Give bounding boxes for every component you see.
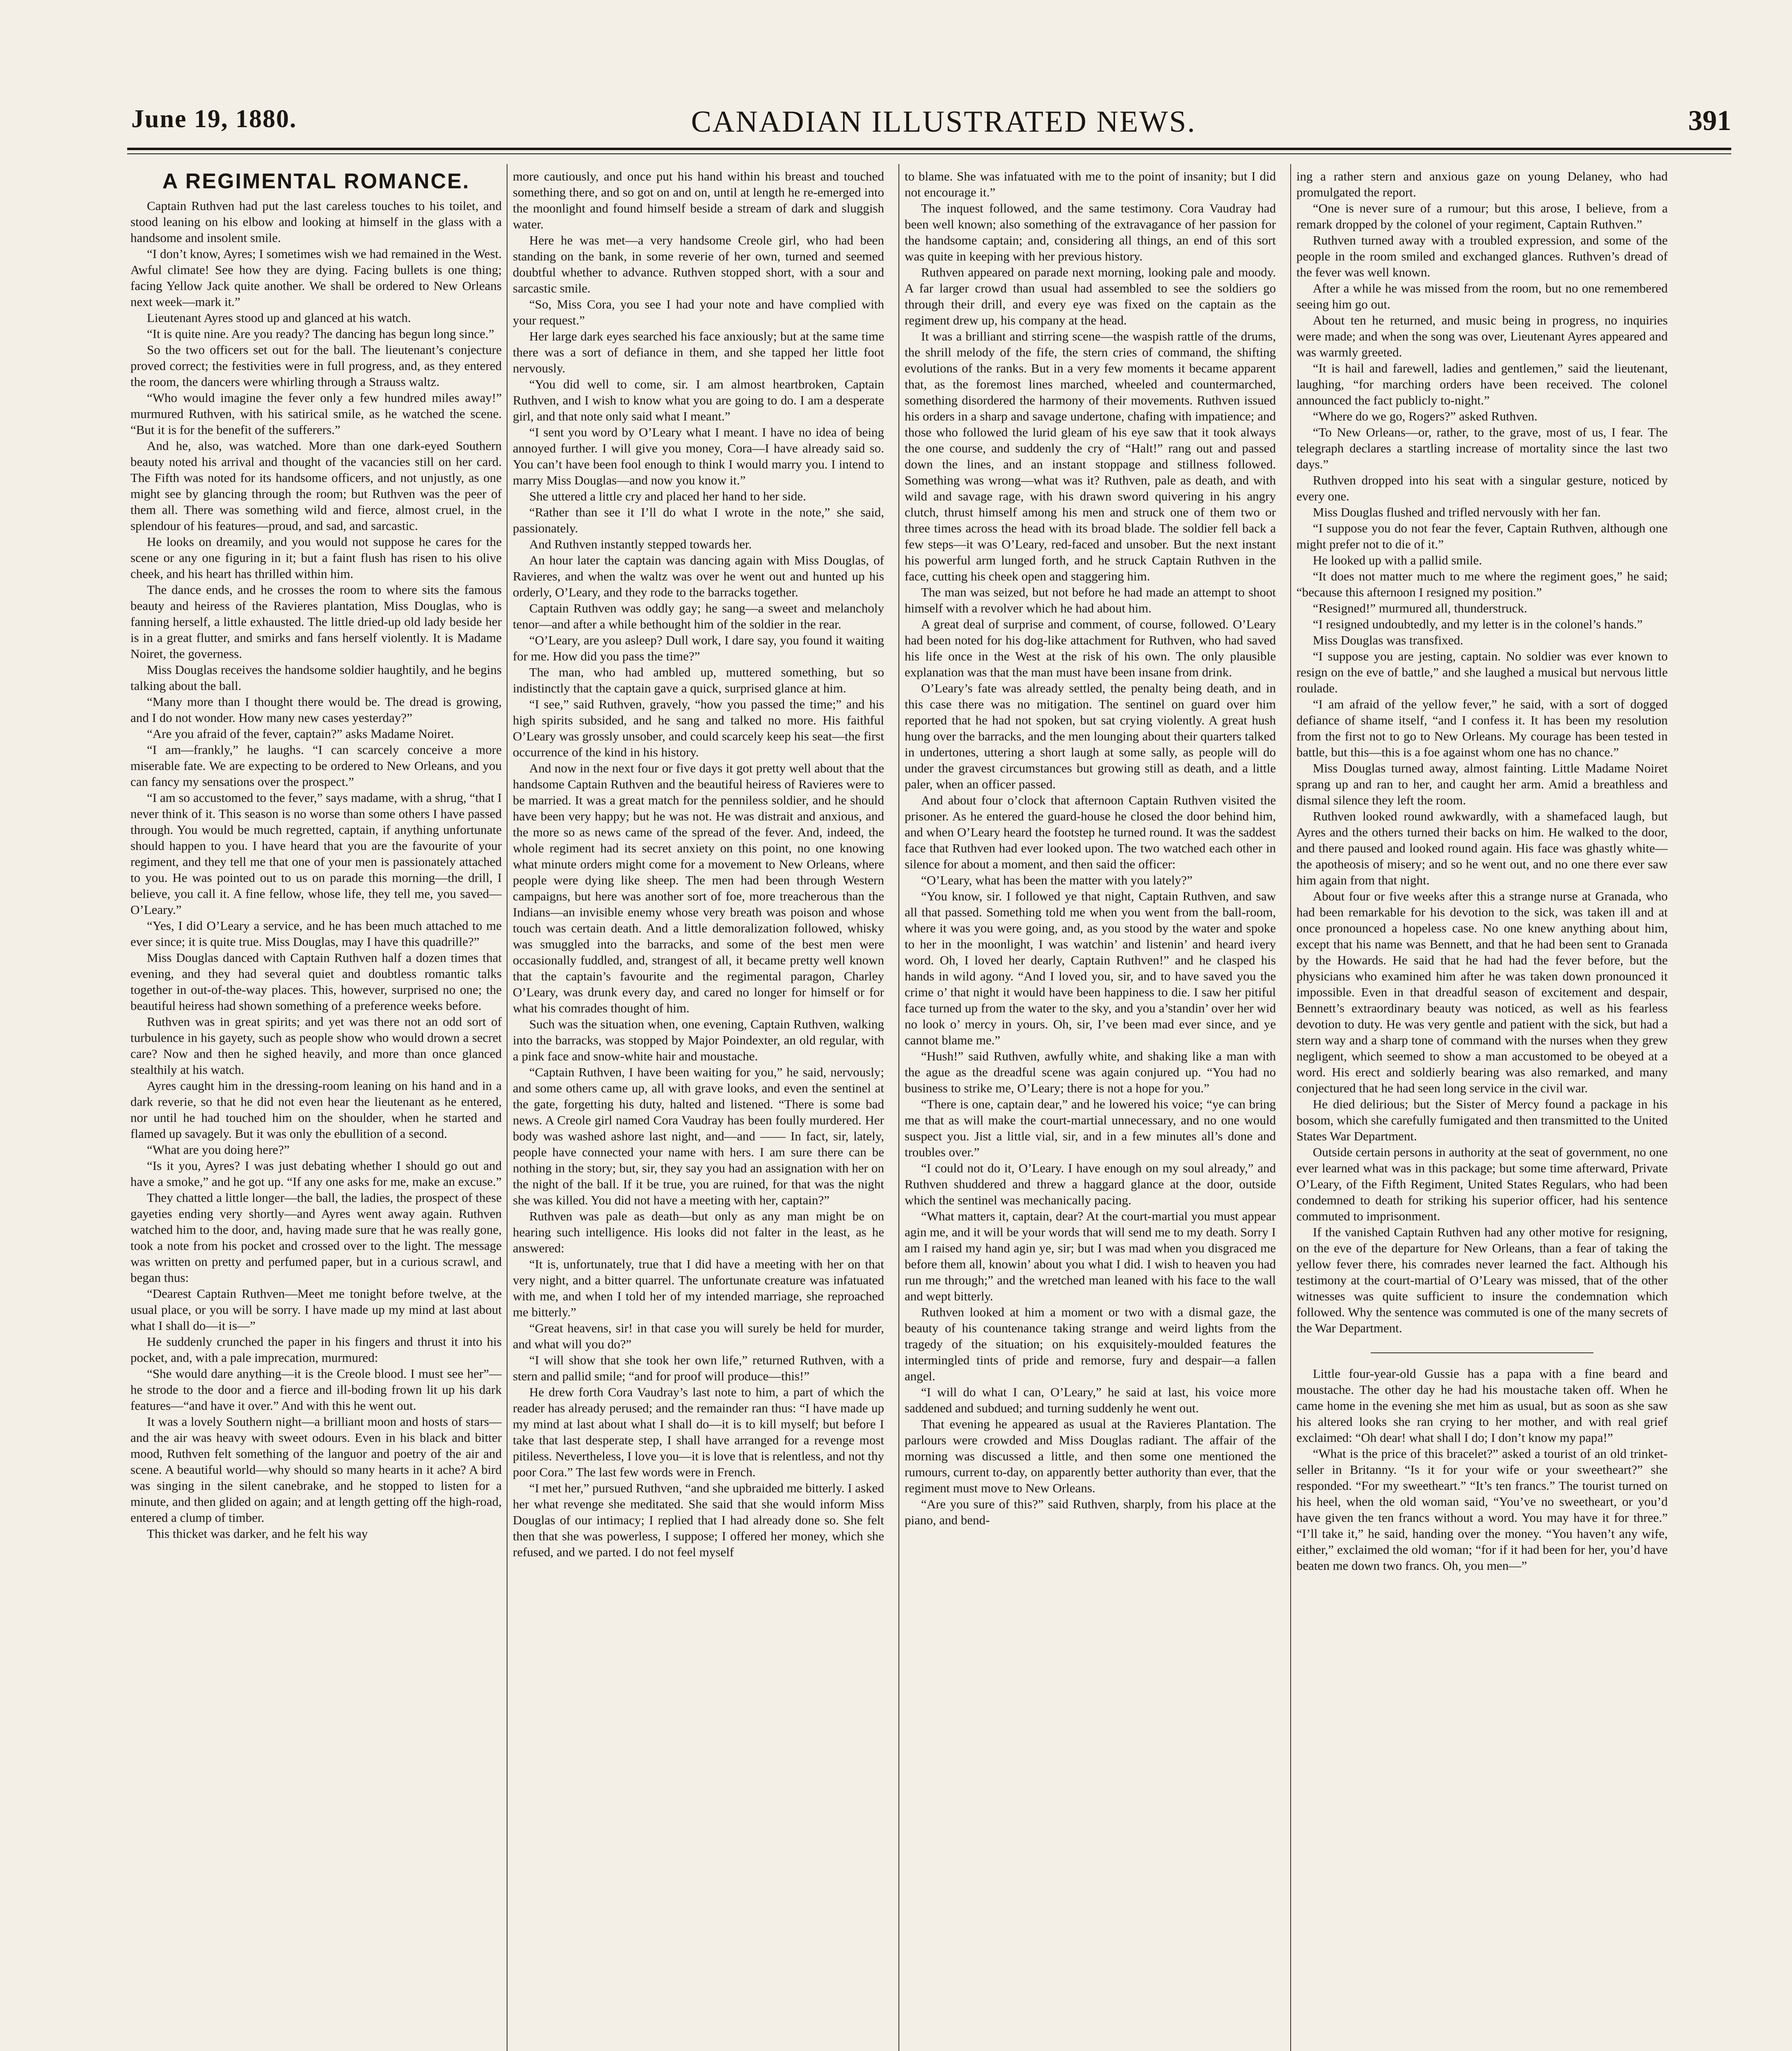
paragraph: “You did well to come, sir. I am almost heartbroken, Captain Ruthven, and I wish to know what you are going to do. I am a desperate girl, and that note only said what I meant.”	[513, 377, 884, 423]
paragraph: “Is it you, Ayres? I was just debating whether I should go out and have a smoke,” and he got up. “If any one asks for me, make an excuse.”	[130, 1158, 502, 1189]
paragraph: Miss Douglas turned away, almost fainting. Little Madame Noiret sprang up and ran to her, and caught her arm. Amid a breathless and dismal silence they left the room.	[1296, 761, 1668, 807]
page-number: 391	[1688, 105, 1731, 137]
paragraph: Ruthven looked round awkwardly, with a shamefaced laugh, but Ayres and the others turned their backs on him. He walked to the door, and there paused and looked round again. His face was ghastly white—the apotheosis of misery; and so he went out, and no one there ever saw him again from that night.	[1296, 809, 1668, 887]
paragraph: “I could not do it, O’Leary. I have enough on my soul already,” and Ruthven shuddered and threw a haggard glance at the door, outside which the sentinel was mechanically pacing.	[905, 1161, 1276, 1207]
paragraph: Ayres caught him in the dressing-room leaning on his hand and in a dark reverie, so that he did not even hear the lieutenant as he entered, nor until he had touched him on the shoulder, when he started and flamed up savagely. But it was only the ebullition of a second.	[130, 1078, 502, 1141]
paragraph: Ruthven was in great spirits; and yet was there not an odd sort of turbulence in his gayety, such as people show who would drown a secret care? Now and then he sighed heavily, and more than once glanced stealthily at his watch.	[130, 1014, 502, 1077]
paragraph: “I will do what I can, O’Leary,” he said at last, his voice more saddened and subdued; and turning suddenly he went out.	[905, 1385, 1276, 1415]
paragraph: “What is the price of this bracelet?” asked a tourist of an old trinket-seller in Britanny. “Is it for your wife or your sweetheart?” she responded. “For my sweetheart.” “It’s ten francs.” The tourist turned on his heel, when the old woman said, “You’ve no sweetheart, or you’d have given the ten francs without a word. You may have it for three.” “I’ll take it,” he said, handing over the money. “You haven’t any wife, either,” exclaimed the old woman; “for if it had been for her, you’d have beaten me down two francs. Oh, you men—”	[1296, 1446, 1668, 1573]
paragraph: “I met her,” pursued Ruthven, “and she upbraided me bitterly. I asked her what revenge she meditated. She said that she would inform Miss Douglas of our intimacy; I replied that I had already done so. She felt then that she was powerless, I suppose; I offered her money, which she refused, and we parted. I do not feel myself	[513, 1481, 884, 1559]
anecdotes	[1296, 1366, 1668, 1574]
paragraph: “One is never sure of a rumour; but this arose, I believe, from a remark dropped by the colonel of your regiment, Captain Ruthven.”	[1296, 201, 1668, 231]
paragraph: “I suppose you are jesting, captain. No soldier was ever known to resign on the eve of battle,” and she laughed a musical but nervous little roulade.	[1296, 649, 1668, 695]
issue-date: June 19, 1880.	[131, 105, 297, 133]
paragraph: Her large dark eyes searched his face anxiously; but at the same time there was a sort of defiance in them, and she tapped her little foot nervously.	[513, 329, 884, 375]
paragraph: “To New Orleans—or, rather, to the grave, most of us, I fear. The telegraph declares a startling increase of mortality since the last two days.”	[1296, 425, 1668, 471]
paragraph: Miss Douglas was transfixed.	[1313, 633, 1463, 647]
paragraph: “Hush!” said Ruthven, awfully white, and shaking like a man with the ague as the dreadful scene was again conjured up. “You had no business to strike me, O’Leary; there is not a hope for you.”	[905, 1049, 1276, 1095]
paragraph: “Great heavens, sir! in that case you will surely be held for murder, and what will you do?”	[513, 1321, 884, 1351]
paragraph: more cautiously, and once put his hand within his breast and touched something there, and so got on and on, until at length he re-emerged into the moonlight and found himself beside a stream of dark and sluggish water.	[513, 169, 884, 231]
paragraph: “I sent you word by O’Leary what I meant. I have no idea of being annoyed further. I will give you money, Cora—I have already said so. You can’t have been fool enough to think I would marry you. I intend to marry Miss Douglas—and now you know it.”	[513, 425, 884, 487]
paragraph: “Resigned!” murmured all, thunderstruck.	[1313, 601, 1527, 615]
paragraph: “Many more than I thought there would be. The dread is growing, and I do not wonder. How many new cases yesterday?”	[130, 694, 502, 725]
paragraph: And now in the next four or five days it got pretty well about that the handsome Captain Ruthven and the beautiful heiress of Ravieres were to be married. It was a great match for the penniless soldier, and he should have been very happy; but he was not. He was distrait and anxious, and the more so as news came of the spread of the fever. And, indeed, the whole regiment had its secret anxiety on this point, no one knowing what minute orders might come for a movement to New Orleans, where people were dying like sheep. The men had been through Western campaigns, but here was another sort of foe, more treacherous than the Indians—an invisible enemy whose very breath was poison and whose touch was certain death. And a little demoralization followed, whisky was smuggled into the barracks, and some of the best men were occasionally fuddled, and, strangest of all, it became pretty well known that the captain’s favourite and the regimental paragon, Charley O’Leary, was drunk every day, and cared no longer for himself or for what his comrades thought of him.	[513, 761, 884, 1015]
column-4-body	[1296, 168, 1668, 1336]
paragraph: “You know, sir. I followed ye that night, Captain Ruthven, and saw all that passed. Something told me when you went from the ball-room, where it was you were going, and, as you stood by the water and spoke to her in the moonlight, I was watchin’ and listenin’ and heard ivery word. Oh, I loved her dearly, Captain Ruthven!” and he clasped his hands in wild agony. “And I loved you, sir, and to have saved you the crime o’ that night it would have been happiness to die. I saw her pitiful face turned up from the water to the sky, and you a’standin’ over her wid no look o’ mercy in yours. Oh, sir, I’ve been mad ever since, and ye cannot blame me.”	[905, 889, 1276, 1047]
paragraph: And about four o’clock that afternoon Captain Ruthven visited the prisoner. As he entered the guard-house he closed the door behind him, and when O’Leary heard the footstep he turned round. It was the saddest face that Ruthven had ever looked upon. The two watched each other in silence for about a moment, and then said the officer:	[905, 793, 1276, 871]
paragraph: “I will show that she took her own life,” returned Ruthven, with a stern and pallid smile; “and for proof will produce—this!”	[513, 1353, 884, 1383]
paragraph: Outside certain persons in authority at the seat of government, no one ever learned what was in this package; but some time afterward, Private O’Leary, of the Fifth Regiment, United States Regulars, who had been condemned to death for striking his superior officer, had his sentence commuted to imprisonment.	[1296, 1145, 1668, 1223]
paragraph: He looks on dreamily, and you would not suppose he cares for the scene or any one figuring in it; but a faint flush has risen to his olive cheek, and his heart has thrilled within him.	[130, 534, 502, 581]
paragraph: This thicket was darker, and he felt his way	[147, 1526, 368, 1541]
paragraph: “I am afraid of the yellow fever,” he said, with a sort of dogged defiance of shame itself, “and I confess it. It has been my resolution from the first not to go to New Orleans. My courage has been tested in battle, but this—this is a foe against whom one has no chance.”	[1296, 697, 1668, 759]
paragraph: The inquest followed, and the same testimony. Cora Vaudray had been well known; also something of the extravagance of her passion for the handsome captain; and, considering all things, an end of this sort was quite in keeping with her previous history.	[905, 201, 1276, 263]
paragraph: “Are you sure of this?” said Ruthven, sharply, from his place at the piano, and bend-	[905, 1497, 1276, 1527]
paragraph: “I see,” said Ruthven, gravely, “how you passed the time;” and his high spirits subsided, and he sang and talked no more. His faithful O’Leary was grossly unsober, and could scarcely keep his seat—the first occurrence of the kind in his history.	[513, 697, 884, 759]
paragraph: “It is hail and farewell, ladies and gentlemen,” said the lieutenant, laughing, “for marching orders have been received. The colonel announced the fact publicly to-night.”	[1296, 361, 1668, 407]
paragraph: “I am—frankly,” he laughs. “I can scarcely conceive a more miserable fate. We are expecting to be ordered to New Orleans, and you can fancy my sensations over the prospect.”	[130, 742, 502, 789]
paragraph: He looked up with a pallid smile.	[1313, 553, 1482, 567]
column-1	[130, 168, 502, 2051]
paragraph: ing a rather stern and anxious gaze on young Delaney, who had promulgated the report.	[1296, 169, 1668, 199]
article-headline: A REGIMENTAL ROMANCE.	[162, 169, 470, 193]
paragraph: The man was seized, but not before he had made an attempt to shoot himself with a revolver which he had about him.	[905, 585, 1276, 615]
paragraph: O’Leary’s fate was already settled, the penalty being death, and in this case there was no mitigation. The sentinel on guard over him reported that he had not spoken, but sat crying violently. A great hush hung over the barracks, and the men lounging about their quarters talked in undertones, uttering a short laugh at some sally, as people will do under the gravest circumstances but growing still as death, and a little paler, when an officer passed.	[905, 681, 1276, 791]
paragraph: Ruthven turned away with a troubled expression, and some of the people in the room smiled and exchanged glances. Ruthven’s dread of the fever was well known.	[1296, 233, 1668, 279]
column-1-body	[130, 198, 502, 1542]
paragraph: A great deal of surprise and comment, of course, followed. O’Leary had been noted for his dog-like attachment for Ruthven, who had saved his life once in the West at the risk of his own. The only plausible explanation was that the man must have been insane from drink.	[905, 617, 1276, 679]
paragraph: “It does not matter much to me where the regiment goes,” he said; “because this afternoon I resigned my position.”	[1296, 569, 1668, 599]
paragraph: Captain Ruthven had put the last careless touches to his toilet, and stood leaning on his elbow and looking at himself in the glass with a handsome and insolent smile.	[130, 199, 502, 245]
paragraph: “I am so accustomed to the fever,” says madame, with a shrug, “that I never think of it. This season is no worse than some others I have passed through. You would be much regretted, captain, if anything unfortunate should happen to you. I have heard that you are the favourite of your regiment, and they tell me that one of your men is passionately attached to you. He was pointed out to us on parade this morning—the drill, I believe, you call it. A fine fellow, whose life, they tell me, you saved—O’Leary.”	[130, 790, 502, 917]
column-3	[905, 168, 1276, 2051]
paragraph: Ruthven looked at him a moment or two with a dismal gaze, the beauty of his countenance taking strange and weird lights from the tragedy of the situation; on his exquisitely-moulded features the intermingled tints of pride and remorse, fury and despair—a fallen angel.	[905, 1305, 1276, 1383]
column-2-body	[513, 168, 884, 1560]
paragraph: He drew forth Cora Vaudray’s last note to him, a part of which the reader has already perused; and the remainder ran thus: “I have made up my mind at last about what I shall do—it is to kill myself; but before I take that last desperate step, I shall have arranged for a revenge most pitiless. Nevertheless, I love you—it is love that is relentless, and not thy poor Cora.” The last few words were in French.	[513, 1385, 884, 1479]
column-2	[513, 168, 884, 2051]
paragraph: They chatted a little longer—the ball, the ladies, the prospect of these gayeties ending very shortly—and Ayres went away again. Ruthven watched him to the door, and, having made sure that he was really gone, took a note from his pocket and crossed over to the light. The message was written on pretty and perfumed paper, but in a curious scrawl, and began thus:	[130, 1190, 502, 1285]
column-divider	[898, 164, 899, 2051]
paragraph: Such was the situation when, one evening, Captain Ruthven, walking into the barracks, was stopped by Major Poindexter, an old regular, with a pink face and snow-white hair and moustache.	[513, 1017, 884, 1063]
paragraph: “Are you afraid of the fever, captain?” asks Madame Noiret.	[147, 726, 454, 741]
paragraph: “There is one, captain dear,” and he lowered his voice; “ye can bring me that as will make the court-martial unnecessary, and no one would suspect you. Jist a little vial, sir, and in a few minutes all’s done and troubles over.”	[905, 1097, 1276, 1159]
paragraph: About four or five weeks after this a strange nurse at Granada, who had been remarkable for his devotion to the sick, was taken ill and at once pronounced a hopeless case. No one knew anything about him, except that his name was Bennett, and that he had been sent to Granada by the Howards. He said that he had had the fever before, but the physicians who examined him after he was taken down pronounced it impossible. Even in that dreadful season of excitement and despair, Bennett’s extraordinary beauty was noticed, as well as his fearless devotion to duty. He was very gentle and patient with the sick, but had a stern way and a sharp tone of command with the nurses when they grew negligent, which seemed to show a man accustomed to be obeyed at a word. His erect and soldierly bearing was also remarked, and many conjectured that he had seen long service in the civil war.	[1296, 889, 1668, 1095]
paragraph: Lieutenant Ayres stood up and glanced at his watch.	[147, 311, 411, 325]
paragraph: “So, Miss Cora, you see I had your note and have complied with your request.”	[513, 297, 884, 327]
paragraph: If the vanished Captain Ruthven had any other motive for resigning, on the eve of the departure for New Orleans, than a fear of taking the yellow fever there, his comrades never learned the fact. Although his testimony at the court-martial of O’Leary was missed, that of the other witnesses was quite sufficient to insure the condemnation which followed. Why the sentence was commuted is one of the many secrets of the War Department.	[1296, 1225, 1668, 1335]
paragraph: “It is, unfortunately, true that I did have a meeting with her on that very night, and a bitter quarrel. The unfortunate creature was infatuated with me, and when I told her of my intended marriage, she reproached me bitterly.”	[513, 1257, 884, 1319]
paragraph: That evening he appeared as usual at the Ravieres Plantation. The parlours were crowded and Miss Douglas radiant. The affair of the morning was discussed a little, and then some one mentioned the rumours, current to-day, on apparently better authority than ever, that the regiment must move to New Orleans.	[905, 1417, 1276, 1495]
masthead	[131, 105, 1731, 154]
publication-title: CANADIAN ILLUSTRATED NEWS.	[691, 105, 1196, 139]
paragraph: “Where do we go, Rogers?” asked Ruthven.	[1313, 409, 1538, 423]
masthead-rule	[127, 148, 1731, 150]
paragraph: The dance ends, and he crosses the room to where sits the famous beauty and heiress of the Ravieres plantation, Miss Douglas, who is fanning herself, a little exhausted. The little dried-up old lady beside her is in a great flutter, and smirks and fans herself violently. It is Madame Noiret, the governess.	[130, 582, 502, 661]
paragraph: “Rather than see it I’ll do what I wrote in the note,” she said, passionately.	[513, 505, 884, 535]
column-3-body	[905, 168, 1276, 1528]
paragraph: Miss Douglas flushed and trifled nervously with her fan.	[1313, 505, 1601, 519]
paragraph: Here he was met—a very handsome Creole girl, who had been standing on the bank, in some reverie of her own, turned and seemed doubtful whether to advance. Ruthven stopped short, with a sour and sarcastic smile.	[513, 233, 884, 295]
paragraph: “I don’t know, Ayres; I sometimes wish we had remained in the West. Awful climate! See how they are dying. Facing bullets is one thing; facing Yellow Jack quite another. We shall be ordered to New Orleans next week—mark it.”	[130, 247, 502, 309]
paragraph: “O’Leary, what has been the matter with you lately?”	[921, 873, 1193, 887]
paragraph: “I suppose you do not fear the fever, Captain Ruthven, although one might prefer not to die of it.”	[1296, 521, 1668, 551]
paragraph: Miss Douglas danced with Captain Ruthven half a dozen times that evening, and they had several quiet and doubtless romantic talks together in out-of-the-way places. This, however, surprised no one; the beautiful heiress had shown something of a preference weeks before.	[130, 950, 502, 1013]
paragraph: “Dearest Captain Ruthven—Meet me tonight before twelve, at the usual place, or you will be sorry. I have made up my mind at last about what I shall do—it is—”	[130, 1286, 502, 1333]
paragraph: And Ruthven instantly stepped towards her.	[529, 537, 752, 551]
paragraph: She uttered a little cry and placed her hand to her side.	[529, 489, 806, 503]
paragraph: “Who would imagine the fever only a few hundred miles away!” murmured Ruthven, with his satirical smile, as he watched the scene. “But it is for the benefit of the sufferers.”	[130, 391, 502, 437]
section-separator	[1371, 1352, 1593, 1353]
paragraph: The man, who had ambled up, muttered something, but so indistinctly that the captain gave a quick, surprised glance at him.	[513, 665, 884, 695]
paragraph: Miss Douglas receives the handsome soldier haughtily, and he begins talking about the ball.	[130, 662, 502, 693]
paragraph: “What matters it, captain, dear? At the court-martial you must appear agin me, and it will be your words that will send me to my death. Sorry I am I raised my hand agin ye, sir; but I was mad when you disgraced me before them all, knowin’ about you what I did. I wish to heaven you had run me through;” and the wretched man leaned with his face to the wall and wept bitterly.	[905, 1209, 1276, 1303]
paragraph: It was a lovely Southern night—a brilliant moon and hosts of stars—and the air was heavy with sweet odours. Even in his black and bitter mood, Ruthven felt something of the languor and poetry of the air and scene. A beautiful world—why should so many hearts in it ache? A bird was singing in the silent canebrake, and he stopped to listen for a minute, and then glided on again; and at length getting off the high-road, entered a clump of timber.	[130, 1414, 502, 1525]
paragraph: “It is quite nine. Are you ready? The dancing has begun long since.”	[147, 327, 494, 341]
paragraph: “She would dare anything—it is the Creole blood. I must see her”—he strode to the door and a fierce and ill-boding frown lit up his dark features—“and have it over.” And with this he went out.	[130, 1366, 502, 1413]
paragraph: “O’Leary, are you asleep? Dull work, I dare say, you found it waiting for me. How did you pass the time?”	[513, 633, 884, 663]
paragraph: to blame. She was infatuated with me to the point of insanity; but I did not encourage it.”	[905, 169, 1276, 199]
paragraph: “What are you doing here?”	[147, 1142, 290, 1157]
masthead-rule-thin	[127, 153, 1731, 154]
paragraph: And he, also, was watched. More than one dark-eyed Southern beauty noted his arrival and thought of the vacancies still on her card. The Fifth was noted for its handsome officers, and not unjustly, as one might see by glancing through the room; but Ruthven was the peer of them all. There was something wild and fierce, almost cruel, in the splendour of his features—proud, and sad, and sarcastic.	[130, 439, 502, 533]
paragraph: Ruthven appeared on parade next morning, looking pale and moody. A far larger crowd than usual had assembled to see the soldiers go through their drill, and every eye was fixed on the captain as the regiment drew up, his company at the head.	[905, 265, 1276, 327]
paragraph: Captain Ruthven was oddly gay; he sang—a sweet and melancholy tenor—and after a while bethought him of the soldier in the rear.	[513, 601, 884, 631]
paragraph: So the two officers set out for the ball. The lieutenant’s conjecture proved correct; the festivities were in full progress, and, as they entered the room, the dancers were whirling through a Strauss waltz.	[130, 343, 502, 389]
column-4	[1296, 168, 1668, 2051]
paragraph: He died delirious; but the Sister of Mercy found a package in his bosom, which she carefully fumigated and then transmitted to the United States War Department.	[1296, 1097, 1668, 1143]
column-divider	[1290, 164, 1291, 2051]
paragraph: “Yes, I did O’Leary a service, and he has been much attached to me ever since; it is quite true. Miss Douglas, may I have this quadrille?”	[130, 918, 502, 949]
paragraph: He suddenly crunched the paper in his fingers and thrust it into his pocket, and, with a pale imprecation, murmured:	[130, 1334, 502, 1365]
paragraph: An hour later the captain was dancing again with Miss Douglas, of Ravieres, and when the waltz was over he went out and hunted up his orderly, O’Leary, and they rode to the barracks together.	[513, 553, 884, 599]
paragraph: About ten he returned, and music being in progress, no inquiries were made; and when the song was over, Lieutenant Ayres appeared and was warmly greeted.	[1296, 313, 1668, 359]
paragraph: It was a brilliant and stirring scene—the waspish rattle of the drums, the shrill melody of the fife, the stern cries of command, the shifting evolutions of the ranks. But in a very few moments it became apparent that, as the foremost lines marched, wheeled and countermarched, something disordered the harmony of their movements. Ruthven issued his orders in a sharp and savage undertone, chafing with impatience; and those who followed the lurid gleam of his eye saw that it took always the one course, and suddenly the cry of “Halt!” rang out and passed down the lines, and an instant stoppage and stillness followed. Something was wrong—what was it? Ruthven, pale as death, and with wild and savage rage, with his drawn sword quivering in his angry clutch, thrust himself among his men and struck one of them two or three times across the head with its broad blade. The soldier fell back a few steps—it was O’Leary, red-faced and unsober. But the next instant his powerful arm lunged forth, and he struck Captain Ruthven in the face, cutting his cheek open and staggering him.	[905, 329, 1276, 583]
paragraph: After a while he was missed from the room, but no one remembered seeing him go out.	[1296, 281, 1668, 311]
paragraph: Little four-year-old Gussie has a papa with a fine beard and moustache. The other day he had his moustache taken off. When he came home in the evening she met him as usual, but as soon as she saw his altered looks she ran crying to her mother, and with real grief exclaimed: “Oh dear! what shall I do; I don’t know my papa!”	[1296, 1366, 1668, 1445]
paragraph: Ruthven was pale as death—but only as any man might be on hearing such intelligence. His looks did not falter in the least, as he answered:	[513, 1209, 884, 1255]
paragraph: Ruthven dropped into his seat with a singular gesture, noticed by every one.	[1296, 473, 1668, 503]
paragraph: “I resigned undoubtedly, and my letter is in the colonel’s hands.”	[1313, 617, 1643, 631]
paragraph: “Captain Ruthven, I have been waiting for you,” he said, nervously; and some others came up, all with grave looks, and even the sentinel at the gate, forgetting his duty, halted and listened. “There is some bad news. A Creole girl named Cora Vaudray has been foully murdered. Her body was washed ashore last night, and—and —— In fact, sir, lately, people have connected your name with hers. I am sure there can be nothing in the story; but, sir, they say you had an assignation with her on the night of the ball. If it be true, you are ruined, for that was the night she was killed. You did not have a meeting with her, captain?”	[513, 1065, 884, 1207]
